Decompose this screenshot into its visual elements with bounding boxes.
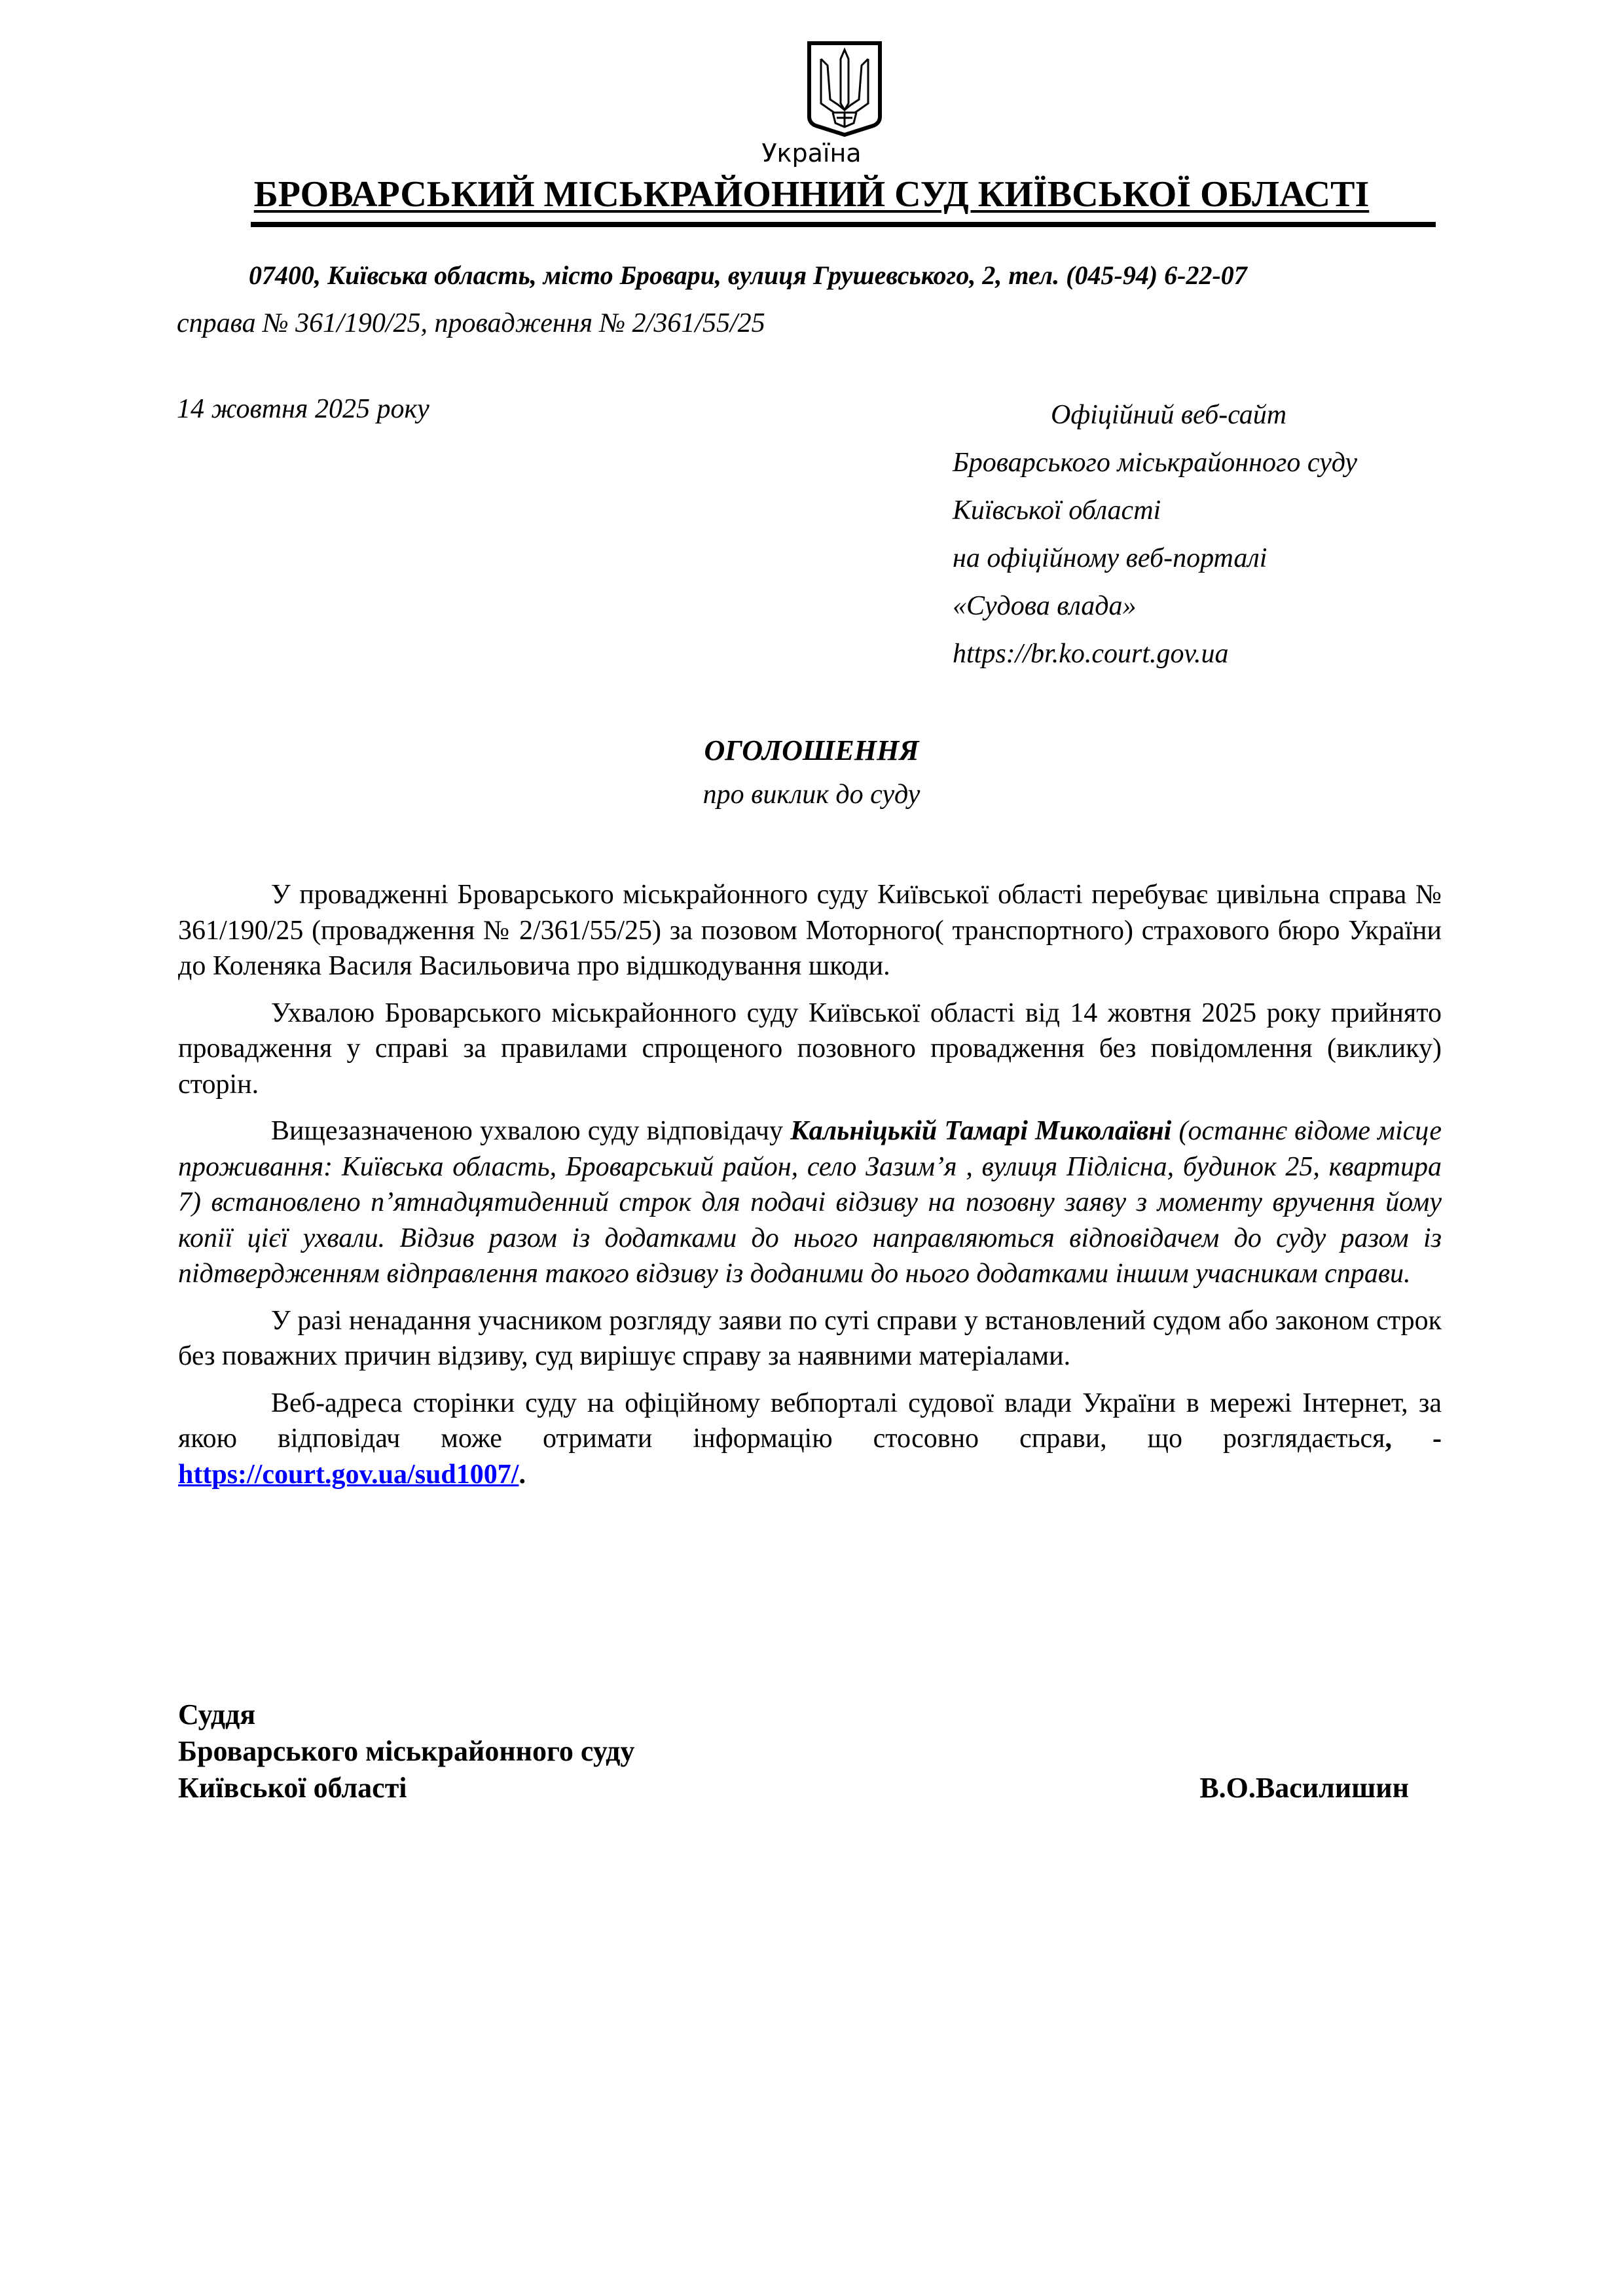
paragraph-text: Веб-адреса сторінки суду на офіційному вебпорталі судової влади України в мережі Інтернет, за якою відповідач може отримати інформацію стосовно справи, що розглядається (178, 1388, 1442, 1454)
recipient-line: «Судова влада» (953, 591, 1137, 621)
signature-block (178, 1696, 1409, 1806)
paragraph-text: Вищезазначеною ухвалою суду відповідачу (271, 1116, 791, 1146)
paragraph-consequence: У разі ненадання учасником розгляду заяви по суті справи у встановлений судом або законом строк без поважних причин відзиву, суд вирішує справу за наявними матеріалами. (178, 1305, 1442, 1371)
recipient-line: Броварського міськрайонного суду (953, 448, 1358, 478)
court-address: 07400, Київська область, місто Бровари, вулиця Грушевського, 2, тел. (045-94) 6-22-07 (249, 260, 1247, 290)
trident-coat-of-arms-icon (805, 39, 884, 137)
court-page-link[interactable]: https://court.gov.ua/sud1007/ (178, 1459, 519, 1490)
case-reference: справа № 361/190/25, провадження № 2/361/55/25 (177, 308, 765, 338)
paragraph-ruling: Ухвалою Броварського міськрайонного суду Київської області від 14 жовтня 2025 року прийнято провадження у справі за правилами спрощеного позовного провадження без повідомлення (виклику) сторін. (178, 997, 1442, 1100)
recipient-line: Київської області (953, 495, 1161, 526)
period: . (519, 1459, 526, 1490)
document-date: 14 жовтня 2025 року (177, 394, 429, 424)
court-name-heading: БРОВАРСЬКИЙ МІСЬКРАЙОННИЙ СУД КИЇВСЬКОЇ ОБЛАСТІ (253, 174, 1370, 215)
notice-body (178, 877, 1442, 1503)
paragraph-web-address (178, 1386, 1442, 1493)
recipient-block (953, 391, 1476, 678)
country-label: Україна (761, 139, 862, 168)
defendant-details: (останнє відоме місце проживання: Київська область, Броварський район, село Зазим’я , вулиця Підлісна, будинок 25, квартира 7) встановлено п’ятнадцятиденний строк для подачі відзиву на позовну заяву з моменту вручення йому копії цієї ухвали. Відзив разом із додатками до нього направляються відповідачем до суду разом із підтвердженням відправлення такого відзиву із доданими до нього додатками іншим учасникам справи. (178, 1116, 1442, 1289)
defendant-name: Кальніцькій Тамарі Миколаївні (790, 1116, 1172, 1146)
signature-title: Суддя (178, 1698, 256, 1731)
paragraph-defendant (178, 1113, 1442, 1292)
signature-region: Київської області (178, 1772, 407, 1804)
notice-subtitle: про виклик до суду (702, 780, 921, 810)
separator-text: , - (1385, 1424, 1442, 1454)
header-divider (251, 222, 1436, 227)
recipient-line: Офіційний веб-сайт (1051, 400, 1287, 430)
recipient-line: на офіційному веб-порталі (953, 543, 1267, 573)
paragraph-case-info: У провадженні Броварського міськрайонного суду Київської області перебуває цивільна справа № 361/190/25 (провадження № 2/361/55/25) за позовом Моторного( транспортного) страхового бюро України до Коленяка Василя Васильовича про відшкодування шкоди. (178, 880, 1442, 981)
notice-title: ОГОЛОШЕННЯ (704, 734, 919, 766)
recipient-website: https://br.ko.court.gov.ua (953, 639, 1229, 669)
judge-name: В.О.Василишин (1199, 1772, 1409, 1804)
signature-court: Броварського міськрайонного суду (178, 1735, 635, 1767)
